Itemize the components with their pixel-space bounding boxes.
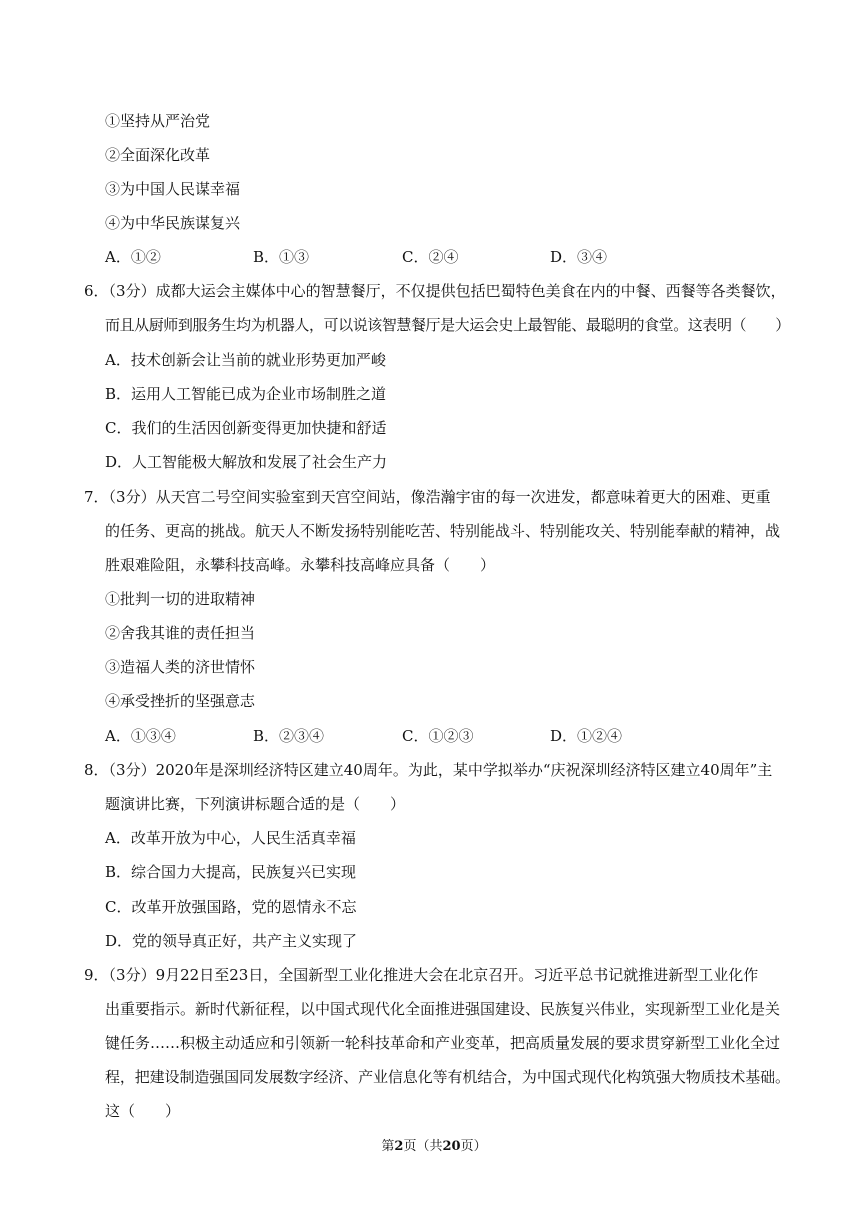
- q7-option-c: C．①②③: [402, 727, 474, 745]
- q7-stem-line-2: 的任务、更高的挑战。航天人不断发扬特别能吃苦、特别能战斗、特别能攻关、特别能奉献的精神，战: [105, 522, 781, 540]
- q7-option-b: B．②③④: [253, 727, 325, 745]
- q6-stem-line-2: 而且从厨师到服务生均为机器人，可以说该智慧餐厅是大运会史上最智能、最聪明的食堂。这表明（ ）: [105, 316, 790, 334]
- q5-item-1: ①坚持从严治党: [105, 112, 211, 130]
- q5-item-4: ④为中华民族谋复兴: [105, 214, 241, 232]
- footer-suffix: 页）: [460, 1139, 487, 1154]
- footer-page-number: 2: [394, 1139, 404, 1154]
- q8-option-c: C．改革开放强国路，党的恩情永不忘: [105, 898, 357, 916]
- q9-stem-line-4: 程，把建设制造强国同发展数字经济、产业信息化等有机结合，为中国式现代化构筑强大物质技术基础。: [105, 1068, 790, 1086]
- q5-item-2: ②全面深化改革: [105, 146, 211, 164]
- q8-option-b: B．综合国力大提高，民族复兴已实现: [105, 863, 357, 881]
- q7-stem-line-3: 胜艰难险阻，永攀科技高峰。永攀科技高峰应具备（ ）: [105, 556, 496, 574]
- q7-item-1: ①批判一切的进取精神: [105, 590, 256, 608]
- q7-option-a: A．①③④: [105, 727, 176, 745]
- q7-item-4: ④承受挫折的坚强意志: [105, 692, 256, 710]
- q5-option-a: A．①②: [105, 248, 161, 266]
- q5-option-c: C．②④: [402, 248, 459, 266]
- q6-option-b: B．运用人工智能已成为企业市场制胜之道: [105, 385, 387, 403]
- q6-stem-line-1: 6．（3分）成都大运会主媒体中心的智慧餐厅，不仅提供包括巴蜀特色美食在内的中餐、西餐等各类餐饮，: [84, 282, 786, 300]
- q9-stem-line-2: 出重要指示。新时代新征程，以中国式现代化全面推进强国建设、民族复兴伟业，实现新型工业化是关: [105, 1000, 781, 1018]
- q8-option-a: A．改革开放为中心，人民生活真幸福: [105, 829, 356, 847]
- q6-option-a: A．技术创新会让当前的就业形势更加严峻: [105, 351, 386, 369]
- q6-option-c: C．我们的生活因创新变得更加快捷和舒适: [105, 419, 387, 437]
- q8-stem-line-2: 题演讲比赛，下列演讲标题合适的是（ ）: [105, 795, 406, 813]
- q9-stem-line-5: 这（ ）: [105, 1102, 181, 1120]
- q9-stem-line-1: 9．（3分）9月22日至23日，全国新型工业化推进大会在北京召开。习近平总书记就推进新型工业化作: [84, 966, 759, 984]
- q8-option-d: D．党的领导真正好，共产主义实现了: [105, 932, 358, 950]
- q5-item-3: ③为中国人民谋幸福: [105, 180, 241, 198]
- footer-middle: 页（共: [403, 1139, 443, 1154]
- q7-item-2: ②舍我其谁的责任担当: [105, 624, 256, 642]
- q7-item-3: ③造福人类的济世情怀: [105, 658, 256, 676]
- q7-stem-line-1: 7．（3分）从天宫二号空间实验室到天宫空间站，像浩瀚宇宙的每一次进发，都意味着更大的困难、更重: [84, 488, 771, 506]
- q9-stem-line-3: 键任务……积极主动适应和引领新一轮科技革命和产业变革，把高质量发展的要求贯穿新型工业化全过: [105, 1034, 781, 1052]
- q8-stem-line-1: 8．（3分）2020年是深圳经济特区建立40周年。为此，某中学拟举办“庆祝深圳经济特区建立40周年”主: [84, 761, 773, 779]
- q5-option-d: D．③④: [550, 248, 608, 266]
- q7-option-d: D．①②④: [550, 727, 623, 745]
- page-footer: [0, 1138, 868, 1156]
- q5-option-b: B．①③: [253, 248, 310, 266]
- footer-prefix: 第: [381, 1139, 395, 1154]
- q6-option-d: D．人工智能极大解放和发展了社会生产力: [105, 453, 388, 471]
- footer-total-pages: 20: [442, 1139, 461, 1154]
